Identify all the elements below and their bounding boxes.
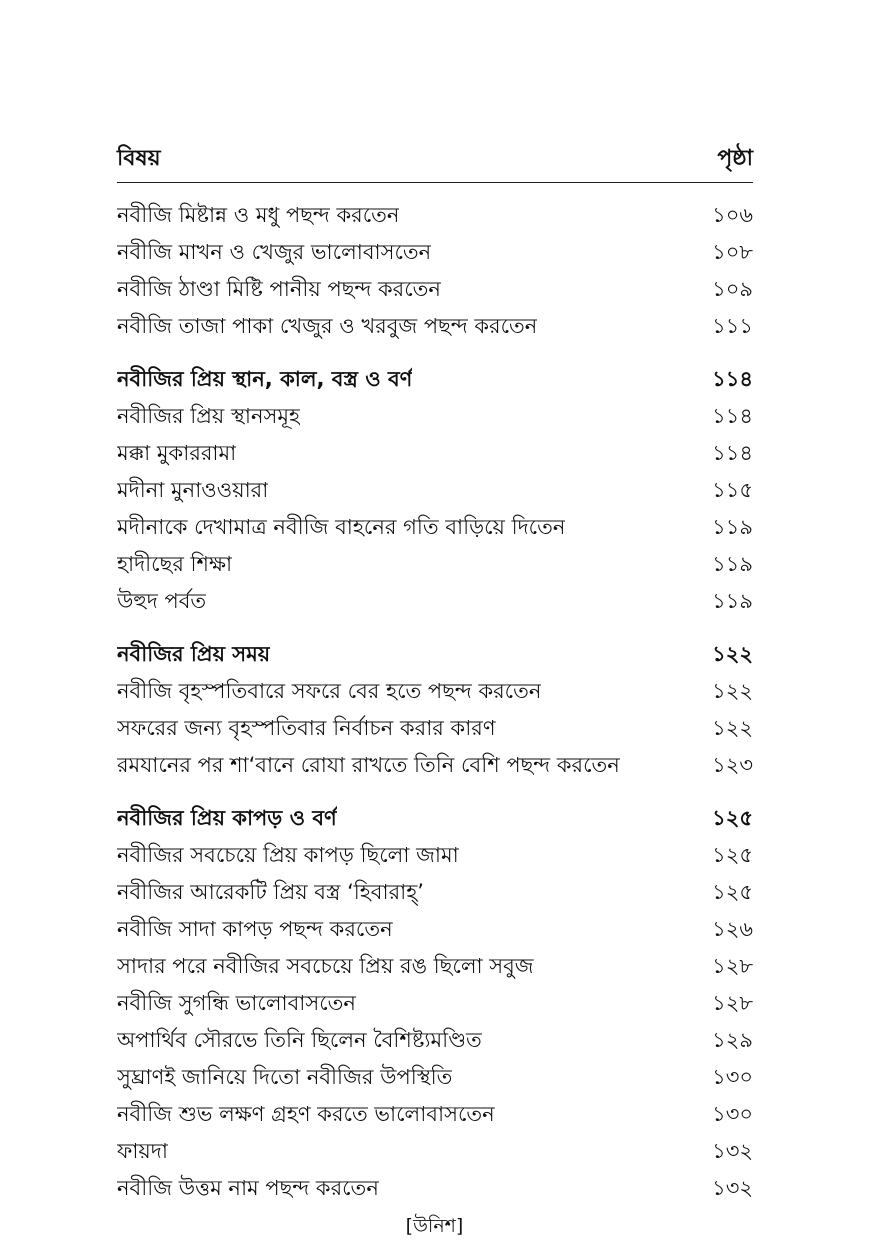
toc-row xyxy=(117,584,753,621)
entry-page: ১৩২ xyxy=(712,1176,753,1200)
entry-page: ১১১ xyxy=(712,314,753,338)
entry-title: নবীজির আরেকটি প্রিয় বস্ত্র ‘হিবারাহ্’ xyxy=(117,880,424,904)
entry-page: ১৩২ xyxy=(712,1139,753,1163)
table-of-contents xyxy=(117,140,753,1208)
toc-row xyxy=(117,711,753,748)
entry-title: ফায়দা xyxy=(117,1139,168,1163)
entry-page: ১২৫ xyxy=(712,843,753,867)
toc-row xyxy=(117,912,753,949)
entry-title: নবীজি মিষ্টান্ন ও মধু পছন্দ করতেন xyxy=(117,203,400,227)
page-number: [উনিশ] xyxy=(405,1215,464,1237)
entry-page: ১০৯ xyxy=(712,277,753,301)
entry-title: অপার্থিব সৌরভে তিনি ছিলেন বৈশিষ্ট্যমণ্ডিত xyxy=(117,1028,482,1052)
toc-row xyxy=(117,875,753,912)
entry-title: উহুদ পর্বত xyxy=(117,589,207,613)
toc-row xyxy=(117,838,753,875)
entry-page: ১৩০ xyxy=(712,1102,753,1126)
entry-page: ১২৫ xyxy=(712,806,753,830)
toc-row xyxy=(117,949,753,986)
entry-title: নবীজির প্রিয় সময় xyxy=(117,642,271,666)
entry-page: ১১৯ xyxy=(712,515,753,539)
toc-section-row xyxy=(117,362,753,399)
entry-page: ১১৪ xyxy=(712,441,753,465)
subject-heading: বিষয় xyxy=(117,146,161,171)
toc-row xyxy=(117,510,753,547)
entry-page: ১২৮ xyxy=(712,991,753,1015)
entry-page: ১২২ xyxy=(712,716,753,740)
entry-page: ১২২ xyxy=(712,679,753,703)
entry-title: মদীনা মুনাওওয়ারা xyxy=(117,478,269,502)
entry-page: ১১৪ xyxy=(712,367,753,391)
toc-row xyxy=(117,272,753,309)
toc-row xyxy=(117,748,753,785)
toc-row xyxy=(117,399,753,436)
entry-title: নবীজির প্রিয় স্থানসমূহ xyxy=(117,404,301,428)
entry-page: ১১৪ xyxy=(712,404,753,428)
toc-row xyxy=(117,1097,753,1134)
entry-title: হাদীছের শিক্ষা xyxy=(117,552,233,576)
entry-page: ১০৮ xyxy=(712,240,753,264)
entry-page: ১২৫ xyxy=(712,880,753,904)
page-heading: পৃষ্ঠা xyxy=(717,146,753,171)
entry-title: নবীজির প্রিয় কাপড় ও বর্ণ xyxy=(117,806,337,830)
entry-title: সুঘ্রাণই জানিয়ে দিতো নবীজির উপস্থিতি xyxy=(117,1065,453,1089)
entry-title: নবীজির সবচেয়ে প্রিয় কাপড় ছিলো জামা xyxy=(117,843,459,867)
entry-page: ১২২ xyxy=(712,642,753,666)
entry-title: মদীনাকে দেখামাত্র নবীজি বাহনের গতি বাড়িয়ে দিতেন xyxy=(117,515,566,539)
entry-title: নবীজি উত্তম নাম পছন্দ করতেন xyxy=(117,1176,379,1200)
entry-title: নবীজি মাখন ও খেজুর ভালোবাসতেন xyxy=(117,240,432,264)
entry-page: ১৩০ xyxy=(712,1065,753,1089)
entry-title: নবীজি সুগন্ধি ভালোবাসতেন xyxy=(117,991,356,1015)
toc-row xyxy=(117,547,753,584)
entry-page: ১১৯ xyxy=(712,589,753,613)
entry-title: সাদার পরে নবীজির সবচেয়ে প্রিয় রঙ ছিলো সবুজ xyxy=(117,954,534,978)
entry-page: ১২৩ xyxy=(712,753,753,777)
toc-row xyxy=(117,1134,753,1171)
toc-section-row xyxy=(117,637,753,674)
toc-row xyxy=(117,674,753,711)
toc-row xyxy=(117,198,753,235)
entry-title: নবীজি বৃহস্পতিবারে সফরে বের হতে পছন্দ করতেন xyxy=(117,679,542,703)
toc-row xyxy=(117,235,753,272)
entry-title: নবীজি শুভ লক্ষণ গ্রহণ করতে ভালোবাসতেন xyxy=(117,1102,495,1126)
toc-row xyxy=(117,1023,753,1060)
entry-page: ১২৯ xyxy=(712,1028,753,1052)
toc-row xyxy=(117,473,753,510)
toc-header xyxy=(117,140,753,183)
entry-title: নবীজি তাজা পাকা খেজুর ও খরবুজ পছন্দ করতেন xyxy=(117,314,538,338)
entry-title: সফরের জন্য বৃহস্পতিবার নির্বাচন করার কারণ xyxy=(117,716,496,740)
entry-page: ১১৫ xyxy=(712,478,753,502)
entry-title: নবীজির প্রিয় স্থান, কাল, বস্ত্র ও বর্ণ xyxy=(117,367,413,391)
entry-title: মক্কা মুকাররামা xyxy=(117,441,237,465)
toc-row xyxy=(117,436,753,473)
entry-title: রমযানের পর শা‘বানে রোযা রাখতে তিনি বেশি পছন্দ করতেন xyxy=(117,753,620,777)
entry-title: নবীজি ঠাণ্ডা মিষ্টি পানীয় পছন্দ করতেন xyxy=(117,277,441,301)
toc-row xyxy=(117,309,753,346)
entry-page: ১২৮ xyxy=(712,954,753,978)
entry-page: ১২৬ xyxy=(712,917,753,941)
entry-page: ১১৯ xyxy=(712,552,753,576)
toc-entries xyxy=(117,198,753,1208)
toc-row xyxy=(117,1171,753,1208)
entry-page: ১০৬ xyxy=(712,203,753,227)
toc-section-row xyxy=(117,801,753,838)
toc-row xyxy=(117,1060,753,1097)
toc-row xyxy=(117,986,753,1023)
entry-title: নবীজি সাদা কাপড় পছন্দ করতেন xyxy=(117,917,393,941)
